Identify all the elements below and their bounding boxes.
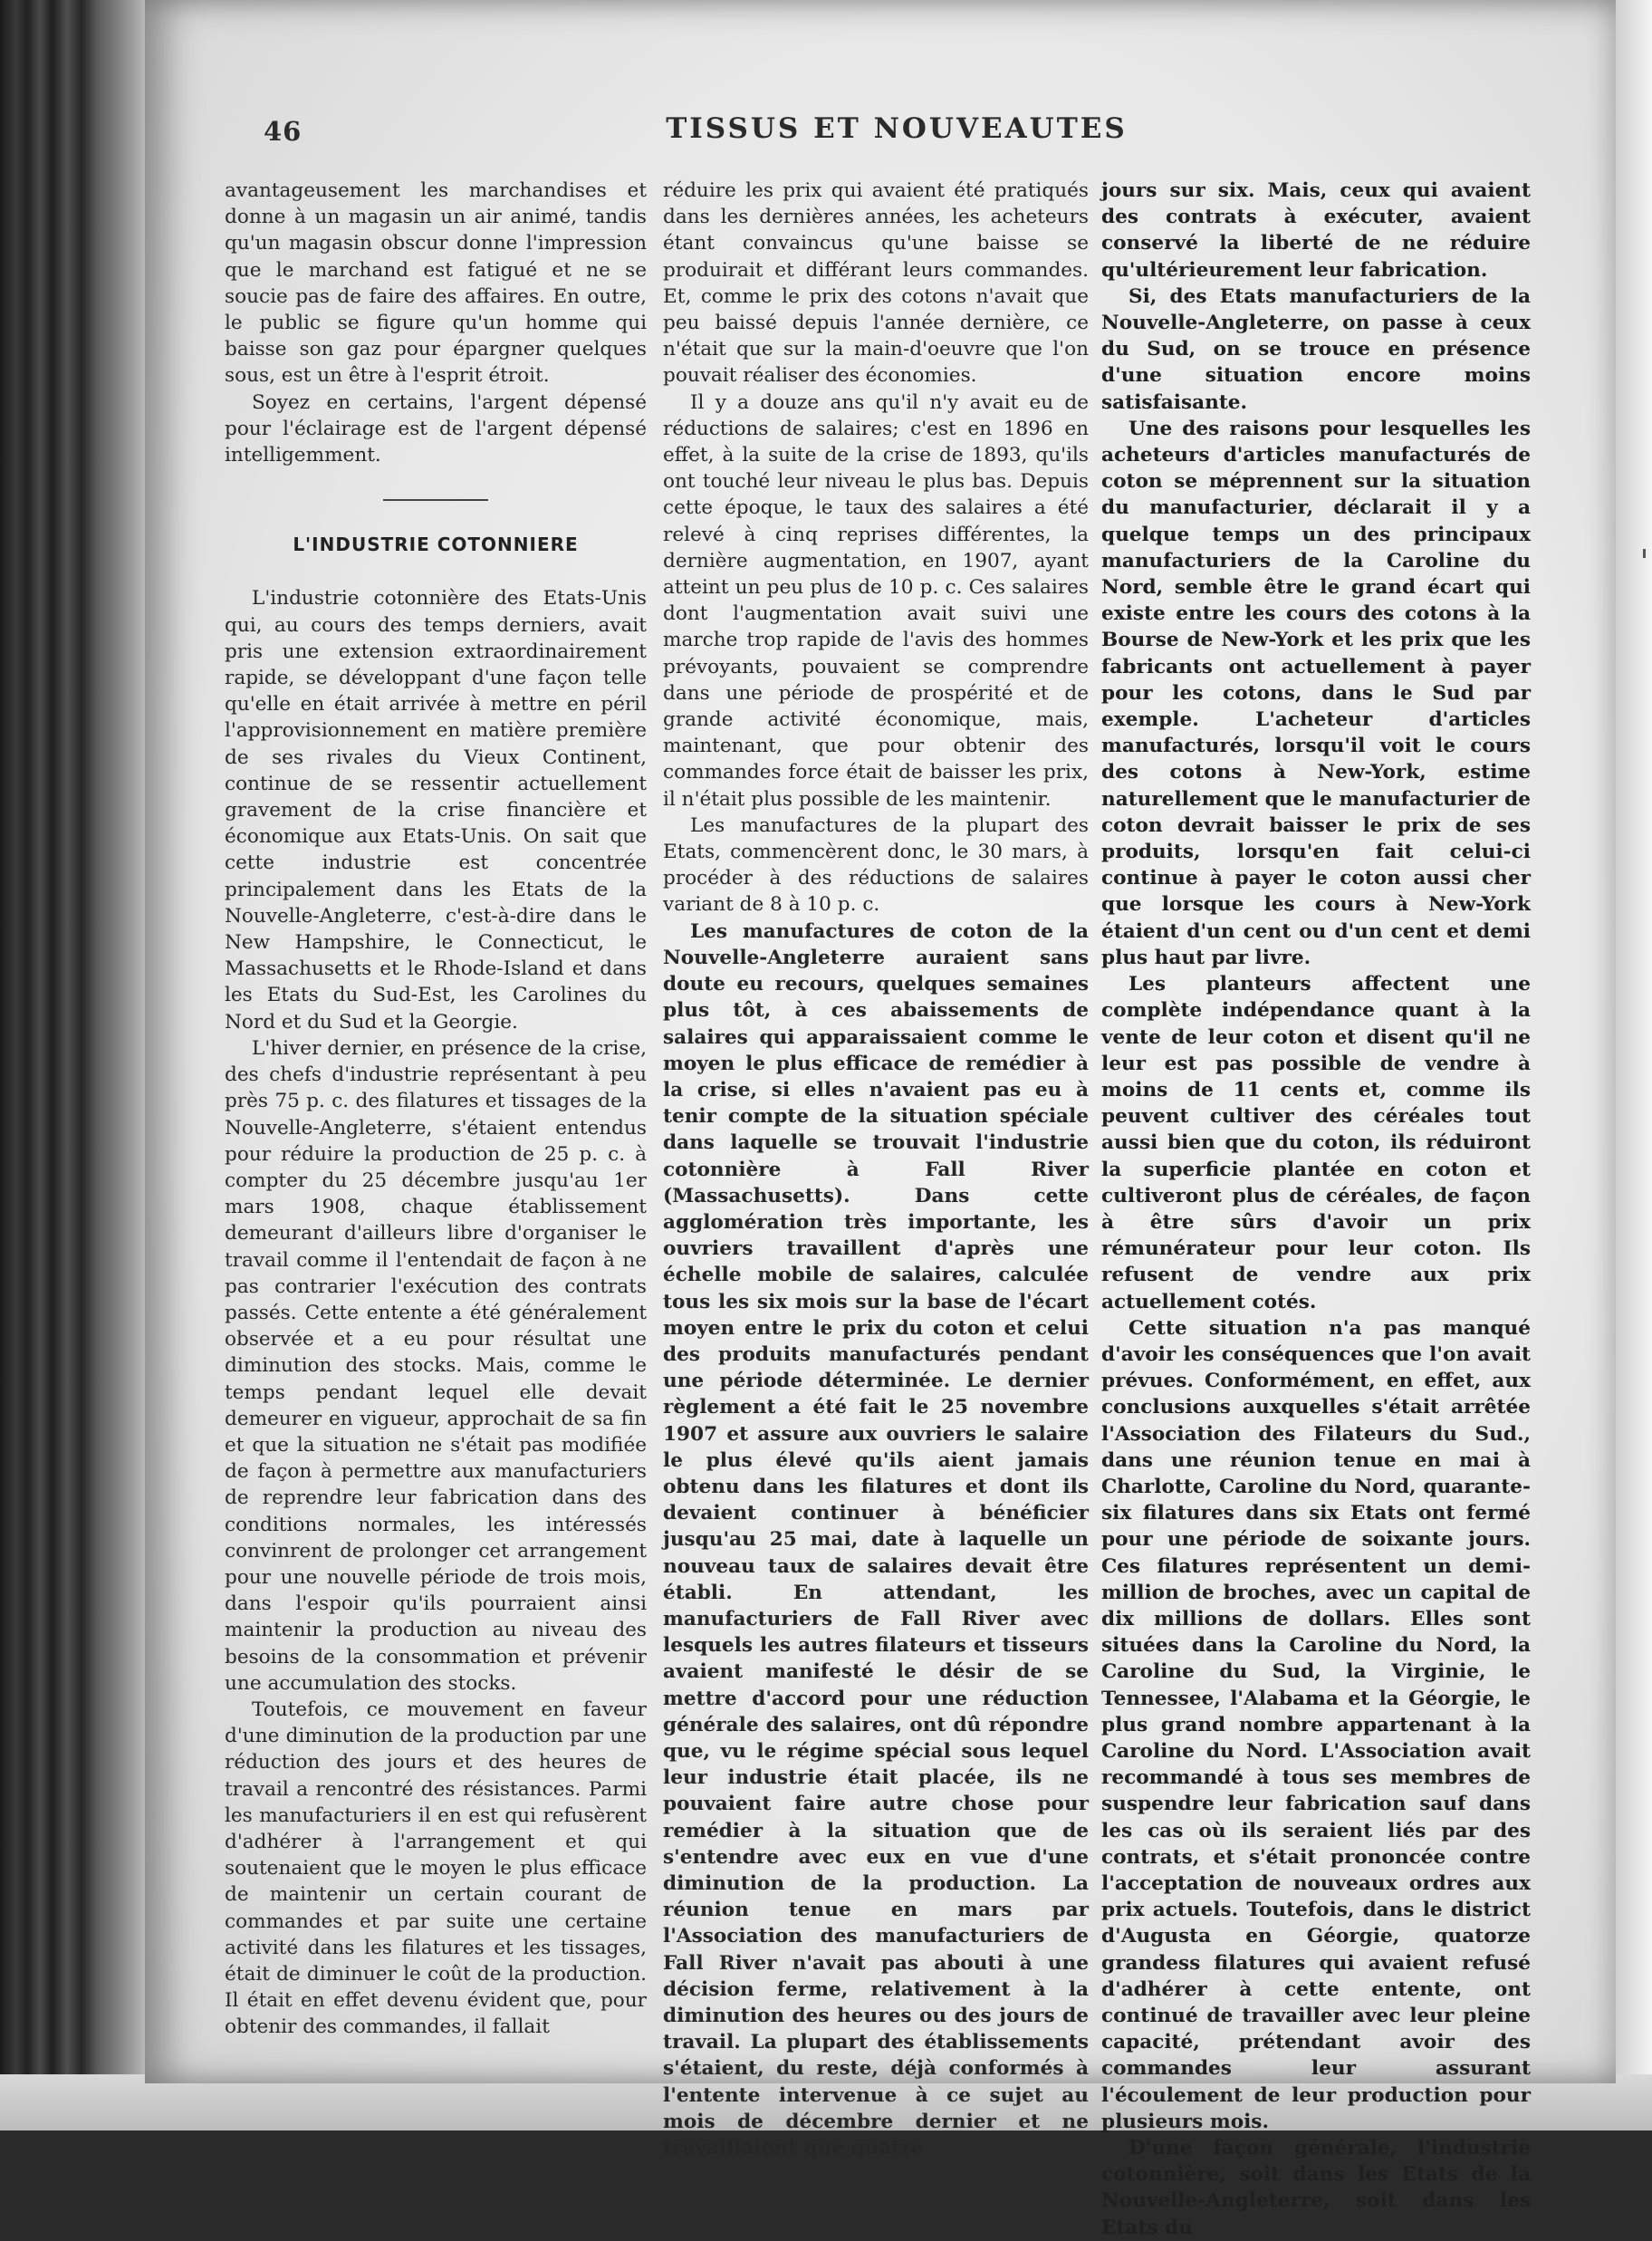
paragraph: avantageusement les marchandises et donne à un magasin un air animé, tandis qu'un magasin obscur donne l'impression que le marchand est fatigué et ne se soucie pas de faire des affaires. En outre, le public se figure qu'un homme qui baisse son gaz pour épargner quelques sous, est un être à l'esprit étroit.	[225, 179, 647, 388]
scan-speck	[1643, 549, 1646, 558]
paragraph: Soyez en certains, l'argent dépensé pour l'éclairage est de l'argent dépensé intelligemment.	[225, 390, 647, 467]
paragraph: Les planteurs affectent une complète indépendance quant à la vente de leur coton et disent qu'il ne leur est pas possible de vendre à moins de 11 cents et, comme ils peuvent cultiver des céréales tout aussi bien que du coton, ils réduiront la superficie plantée en coton et cultiveront plus de céréales, de façon à être sûrs d'avoir un prix rémunérateur pour leur coton. Ils refusent de vendre aux prix actuellement cotés.	[1101, 973, 1531, 1313]
paragraph: Toutefois, ce mouvement en faveur d'une diminution de la production par une réduction des jours et des heures de travail a rencontré des résistances. Parmi les manufacturiers il en est qui refusèrent d'adhérer à l'arrangement et qui soutenaient que le moyen le plus efficace de maintenir un certain courant de commandes et par suite une certaine activité dans les filatures et les tissages, était de diminuer le coût de la production. Il était en effet devenu évident que, pour obtenir des commandes, il fallait	[225, 1698, 647, 2039]
column-2	[663, 178, 1089, 2161]
paragraph: D'une façon générale, l'industrie cotonnière, soit dans les Etats de la Nouvelle-Angleterre, soit dans les Etats du	[1101, 2137, 1531, 2239]
paragraph: Si, des Etats manufacturiers de la Nouvelle-Angleterre, on passe à ceux du Sud, on se trouce en présence d'une situation encore moins satisfaisante.	[1101, 284, 1531, 414]
page-number: 46	[264, 116, 303, 147]
paragraph: Il y a douze ans qu'il n'y avait eu de réductions de salaires; c'est en 1896 en effet, à la suite de la crise de 1893, qu'ils ont touché leur niveau le plus bas. Depuis cette époque, le taux des salaires a été relevé à cinq reprises différentes, la dernière augmentation, en 1907, ayant atteint un peu plus de 10 p. c. Ces salaires dont l'augmentation avait suivi une marche trop rapide de l'avis des hommes prévoyants, pouvaient se comprendre dans une période de prospérité et de grande activité économique, mais, maintenant, que pour obtenir des commandes force était de baisser les prix, il n'était plus possible de les maintenir.	[663, 390, 1089, 811]
paragraph: jours sur six. Mais, ceux qui avaient des contrats à exécuter, avaient conservé la liberté de ne réduire qu'ultérieurement leur fabrication.	[1101, 179, 1531, 282]
running-head: TISSUS ET NOUVEAUTES	[666, 112, 1128, 145]
paragraph: L'hiver dernier, en présence de la crise, des chefs d'industrie représentant à peu près 75 p. c. des filatures et tissages de la Nouvelle-Angleterre, s'étaient entendus pour réduire la production de 25 p. c. à compter du 25 décembre jusqu'au 1er mars 1908, chaque établissement demeurant d'ailleurs libre d'organiser le travail comme il l'entendait de façon à ne pas contrarier l'exécution des contrats passés. Cette entente a été généralement observée et a eu pour résultat une diminution des stocks. Mais, comme le temps pendant lequel elle devait demeurer en vigueur, approchait de sa fin et que la situation ne s'était pas modifiée de façon à permettre aux manufacturiers de reprendre leur fabrication dans des conditions normales, les intéressés convinrent de prolonger cet arrangement pour une nouvelle période de trois mois, dans l'espoir qu'ils pourraient ainsi maintenir la production au niveau des besoins de la consommation et prévenir une accumulation des stocks.	[225, 1036, 647, 1695]
column-3	[1101, 178, 1531, 2241]
section-title: L'INDUSTRIE COTONNIERE	[293, 534, 579, 556]
paragraph: Les manufactures de la plupart des Etats, commencèrent donc, le 30 mars, à procéder à des réductions de salaires variant de 8 à 10 p. c.	[663, 813, 1089, 917]
paragraph: Cette situation n'a pas manqué d'avoir les conséquences que l'on avait prévues. Conformément, en effet, aux conclusions auxquelles s'était arrêtée l'Association des Filateurs du Sud., dans une réunion tenue en mai à Charlotte, Caroline du Nord, quarante-six filatures dans six Etats ont fermé pour une période de soixante jours. Ces filatures représentent un demi-million de broches, avec un capital de dix millions de dollars. Elles sont situées dans la Caroline du Nord, la Caroline du Sud, la Virginie, le Tennessee, l'Alabama et la Géorgie, le plus grand nombre appartenant à la Caroline du Nord. L'Association avait recommandé à tous ses membres de suspendre leur fabrication sauf dans les cas où ils seraient liés par des contrats, et s'était prononcée contre l'acceptation de nouveaux ordres aux prix actuels. Toutefois, dans le district d'Augusta en Géorgie, quatorze grandess filatures qui avaient refusé d'adhérer à cette entente, ont continué de travailler avec leur pleine capacité, prétendant avoir des commandes leur assurant l'écoulement de leur production pour plusieurs mois.	[1101, 1316, 1531, 2133]
page-right-edge	[1616, 0, 1652, 2130]
paragraph: L'industrie cotonnière des Etats-Unis qui, au cours des temps derniers, avait pris une extension extraordinairement rapide, se développant d'une façon telle qu'elle en était arrivée à mettre en péril l'approvisionnement en matière première de ses rivales du Vieux Continent, continue de se ressentir actuellement gravement de la crise financière et économique aux Etats-Unis. On sait que cette industrie est concentrée principalement dans les Etats de la Nouvelle-Angleterre, c'est-à-dire dans le New Hampshire, le Connecticut, le Massachusetts et le Rhode-Island et dans les Etats du Sud-Est, les Carolines du Nord et du Sud et la Georgie.	[225, 587, 647, 1034]
paragraph: réduire les prix qui avaient été pratiqués dans les dernières années, les acheteurs étant convaincus qu'une baisse se produirait et différant leurs commandes. Et, comme le prix des cotons n'avait que peu baissé depuis l'année dernière, ce n'était que sur la main-d'oeuvre que l'on pouvait réaliser des économies.	[663, 179, 1089, 388]
section-divider	[383, 499, 488, 501]
column-1	[225, 178, 647, 2041]
paragraph: Les manufactures de coton de la Nouvelle-Angleterre auraient sans doute eu recours, quelques semaines plus tôt, à ces abaissements de salaires qui apparaissaient comme le moyen le plus efficace de remédier à la crise, si elles n'avaient pas eu à tenir compte de la situation spéciale dans laquelle se trouvait l'industrie cotonnière à Fall River (Massachusetts). Dans cette agglomération très importante, les ouvriers travaillent d'après une échelle mobile de salaires, calculée tous les six mois sur la base de l'écart moyen entre le prix du coton et celui des produits manufacturés pendant une période déterminée. Le dernier règlement a été fait le 25 novembre 1907 et assure aux ouvriers le salaire le plus élevé qu'ils aient jamais obtenu dans les filatures et dont ils devaient continuer à bénéficier jusqu'au 25 mai, date à laquelle un nouveau taux de salaires devait être établi. En attendant, les manufacturiers de Fall River avec lesquels les autres filateurs et tisseurs avaient manifesté le désir de se mettre d'accord pour une réduction générale des salaires, ont dû répondre que, vu le régime spécial sous lequel leur industrie était placée, ils ne pouvaient faire autre chose pour remédier à la situation que de s'entendre avec eux en vue d'une diminution de la production. La réunion tenue en mars par l'Association des manufacturiers de Fall River n'avait pas abouti à une décision ferme, relativement à la diminution des heures ou des jours de travail. La plupart des établissements s'étaient, du reste, déjà conformés à l'entente intervenue à ce sujet au mois de décembre dernier et ne travaillaient que quatre	[663, 919, 1089, 2160]
book-binding	[0, 0, 145, 2130]
paragraph: Une des raisons pour lesquelles les acheteurs d'articles manufacturés de coton se méprennent sur la situation du manufacturier, déclarait il y a quelque temps un des principaux manufacturiers de la Caroline du Nord, semble être le grand écart qui existe entre les cours des cotons à la Bourse de New-York et les prix que les fabricants ont actuellement à payer pour les cotons, dans le Sud par exemple. L'acheteur d'articles manufacturés, lorsqu'il voit le cours des cotons à New-York, estime naturellement que le manufacturier de coton devrait baisser le prix de ses produits, lorsqu'en fait celui-ci continue à payer le coton aussi cher que lorsque les cours à New-York étaient d'un cent ou d'un cent et demi plus haut par livre.	[1101, 417, 1531, 969]
